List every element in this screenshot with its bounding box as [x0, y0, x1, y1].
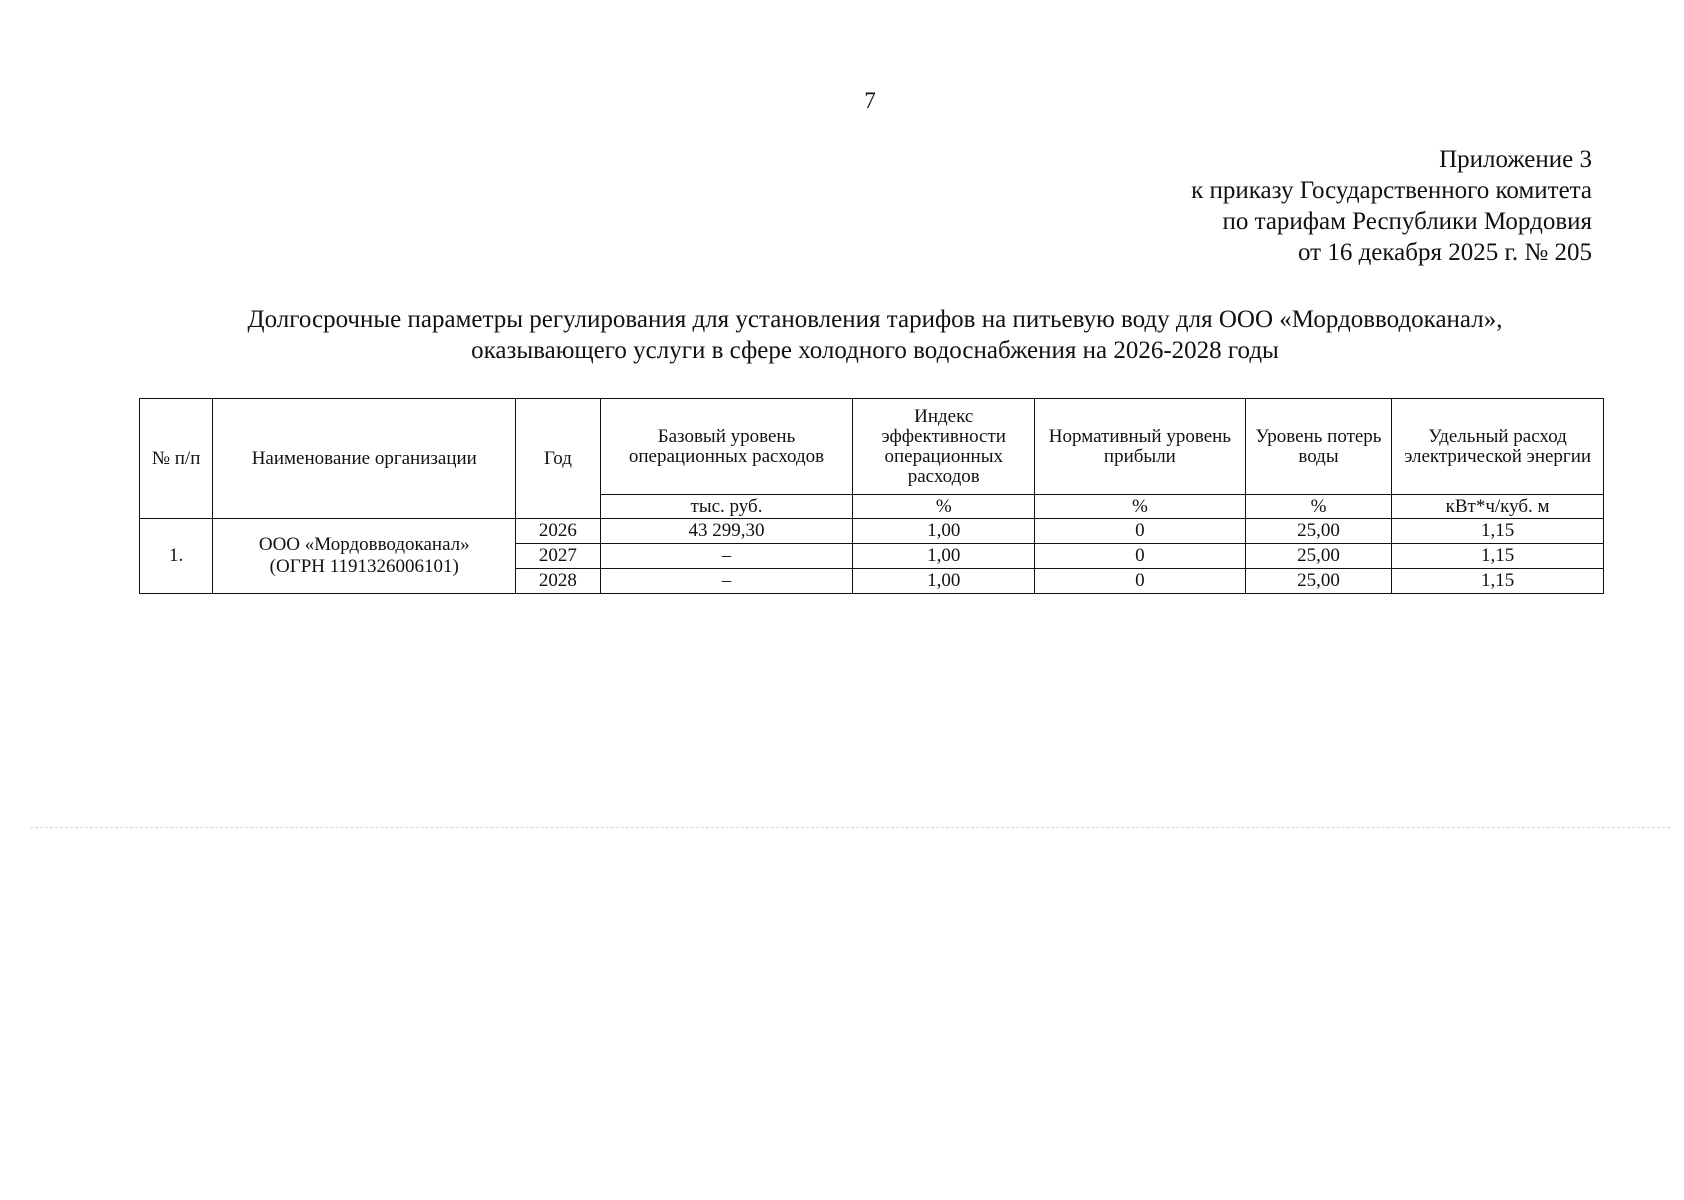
efficiency-index-cell: 1,00: [853, 569, 1035, 594]
energy-consumption-cell: 1,15: [1392, 569, 1604, 594]
year-cell: 2028: [516, 569, 600, 594]
header-base-level: Базовый уровень операционных расходов: [600, 399, 853, 495]
unit-profit-level: %: [1035, 495, 1246, 519]
unit-water-losses: %: [1245, 495, 1392, 519]
year-cell: 2027: [516, 544, 600, 569]
header-year: Год: [516, 399, 600, 519]
table-row: [140, 519, 1604, 544]
year-cell: 2026: [516, 519, 600, 544]
header-num: № п/п: [140, 399, 213, 519]
header-row: [140, 399, 1604, 495]
profit-level-cell: 0: [1035, 569, 1246, 594]
profit-level-cell: 0: [1035, 519, 1246, 544]
energy-consumption-cell: 1,15: [1392, 519, 1604, 544]
energy-consumption-cell: 1,15: [1392, 544, 1604, 569]
base-level-cell: –: [600, 569, 853, 594]
organization-ogrn: (ОГРН 1191326006101): [269, 556, 459, 577]
appendix-line: к приказу Государственного комитета: [1191, 177, 1592, 204]
header-efficiency-index: Индекс эффективности операционных расходов: [853, 399, 1035, 495]
header-energy-consumption: Удельный расход электрической энергии: [1392, 399, 1604, 495]
unit-efficiency-index: %: [853, 495, 1035, 519]
appendix-header: [1191, 144, 1592, 268]
header-water-losses: Уровень потерь воды: [1245, 399, 1392, 495]
base-level-cell: 43 299,30: [600, 519, 853, 544]
unit-energy-consumption: кВт*ч/куб. м: [1392, 495, 1604, 519]
water-losses-cell: 25,00: [1245, 544, 1392, 569]
water-losses-cell: 25,00: [1245, 569, 1392, 594]
unit-base-level: тыс. руб.: [600, 495, 853, 519]
efficiency-index-cell: 1,00: [853, 544, 1035, 569]
scan-artifact-line: [30, 827, 1670, 828]
organization-cell: [213, 519, 516, 594]
header-organization: Наименование организации: [213, 399, 516, 519]
title-line: Долгосрочные параметры регулирования для установления тарифов на питьевую воду для ООО «Мордовводоканал»,: [247, 306, 1503, 333]
appendix-line: от 16 декабря 2025 г. № 205: [1297, 239, 1592, 266]
base-level-cell: –: [600, 544, 853, 569]
appendix-line: Приложение 3: [1439, 146, 1592, 173]
row-number: 1.: [140, 519, 213, 594]
parameters-table: [139, 398, 1604, 594]
appendix-line: по тарифам Республики Мордовия: [1222, 208, 1592, 235]
water-losses-cell: 25,00: [1245, 519, 1392, 544]
efficiency-index-cell: 1,00: [853, 519, 1035, 544]
page-number: 7: [864, 88, 876, 113]
profit-level-cell: 0: [1035, 544, 1246, 569]
title-line: оказывающего услуги в сфере холодного водоснабжения на 2026-2028 годы: [471, 337, 1279, 364]
organization-name: ООО «Мордовводоканал»: [258, 534, 470, 555]
header-profit-level: Нормативный уровень прибыли: [1035, 399, 1246, 495]
document-title: [100, 304, 1650, 366]
